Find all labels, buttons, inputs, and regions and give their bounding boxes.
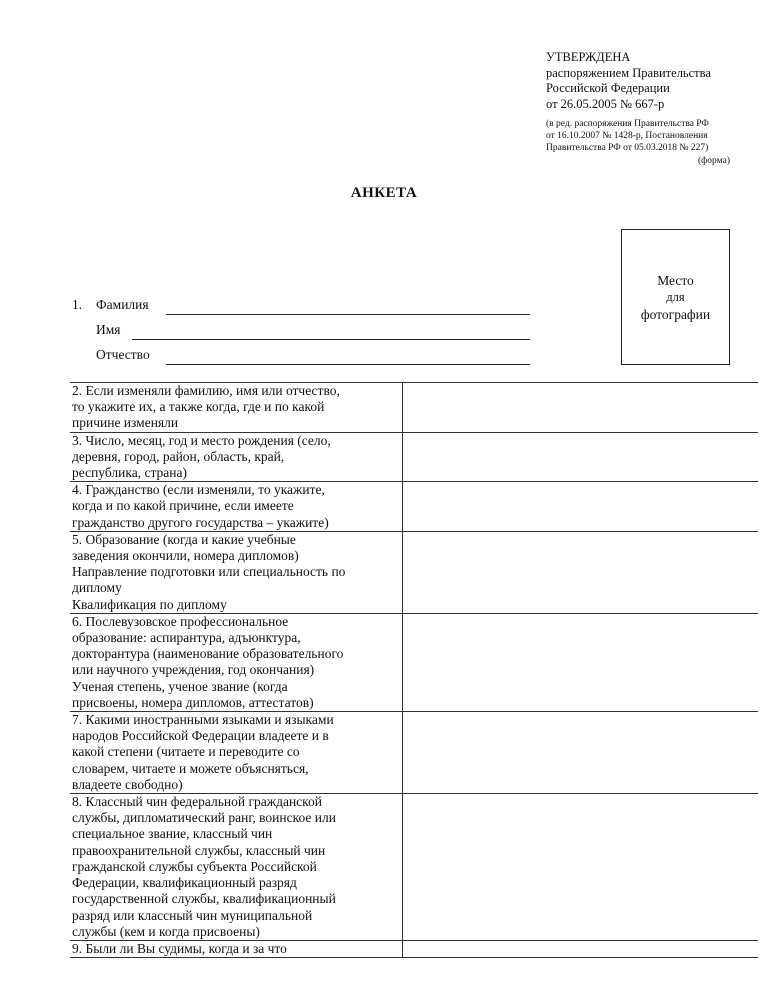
amendment-line: (в ред. распоряжения Правительства РФ xyxy=(546,119,709,129)
question-text: 3. Число, месяц, год и место рождения (село, xyxy=(72,432,331,448)
name-label: Имя xyxy=(96,322,121,337)
question-text: правоохранительной службы, классный чин xyxy=(72,842,326,858)
amendment-line: от 16.10.2007 № 1428-р, Постановления xyxy=(546,131,708,141)
surname-field[interactable] xyxy=(166,314,530,315)
approval-line: от 26.05.2005 № 667-р xyxy=(546,96,665,111)
question-text: специальное звание, классный чин xyxy=(72,826,273,842)
question-text: 5. Образование (когда и какие учебные xyxy=(72,531,296,547)
approval-block xyxy=(546,50,756,154)
question-text: Ученая степень, ученое звание (когда xyxy=(72,678,288,694)
question-cell xyxy=(70,940,403,957)
photo-box-line: Место xyxy=(657,272,694,288)
question-text: докторантура (наименование образовательного xyxy=(72,646,344,662)
answer-cell[interactable] xyxy=(403,383,759,433)
question-cell xyxy=(70,432,403,482)
answer-cell[interactable] xyxy=(403,613,759,711)
question-text: Квалификация по диплому xyxy=(72,596,227,612)
answer-cell[interactable] xyxy=(403,432,759,482)
item-number: 1. xyxy=(72,297,83,312)
table-row xyxy=(70,531,758,613)
question-text: гражданство другого государства – укажите) xyxy=(72,514,329,530)
question-text: то укажите их, а также когда, где и по какой xyxy=(72,399,325,415)
question-text: владеете свободно) xyxy=(72,776,183,792)
answer-cell[interactable] xyxy=(403,712,759,794)
question-text: причине изменяли xyxy=(72,415,179,431)
question-text: диплому xyxy=(72,580,122,596)
photo-box-line: фотографии xyxy=(640,306,711,322)
question-text: 7. Какими иностранными языками и языками xyxy=(72,712,334,728)
patronymic-field[interactable] xyxy=(166,364,530,365)
question-text: службы, дипломатический ранг, воинское или xyxy=(72,810,336,826)
answer-cell[interactable] xyxy=(403,794,759,941)
photo-box xyxy=(621,229,730,365)
question-text: Направление подготовки или специальность по xyxy=(72,564,346,580)
table-row xyxy=(70,482,758,532)
approval-line: распоряжением Правительства xyxy=(546,65,711,80)
question-text: народов Российской Федерации владеете и в xyxy=(72,728,329,744)
question-cell xyxy=(70,531,403,613)
question-text: или научного учреждения, год окончания) xyxy=(72,662,315,678)
amendment-line: Правительства РФ от 05.03.2018 № 227) xyxy=(546,143,709,153)
name-field[interactable] xyxy=(132,339,530,340)
approval-line: УТВЕРЖДЕНА xyxy=(546,50,631,64)
photo-box-line: для xyxy=(666,289,685,304)
page-title: АНКЕТА xyxy=(350,185,418,201)
question-cell xyxy=(70,712,403,794)
answer-cell[interactable] xyxy=(403,940,759,957)
question-text: словарем, читаете и можете объясняться, xyxy=(72,760,309,776)
question-text: присвоены, номера дипломов, аттестатов) xyxy=(72,694,314,710)
question-text: 9. Были ли Вы судимы, когда и за что xyxy=(72,940,287,956)
question-text: когда и по какой причине, если имеете xyxy=(72,498,294,514)
question-text: гражданской службы субъекта Российской xyxy=(72,858,317,874)
table-row xyxy=(70,383,758,433)
question-text: какой степени (читаете и переводите со xyxy=(72,744,300,760)
question-text: образование: аспирантура, адъюнктура, xyxy=(72,630,301,646)
question-text: деревня, город, район, область, край, xyxy=(72,448,285,464)
question-cell xyxy=(70,794,403,941)
question-cell xyxy=(70,613,403,711)
question-text: государственной службы, квалификационный xyxy=(72,891,336,907)
question-text: заведения окончили, номера дипломов) xyxy=(72,548,299,564)
question-text: 2. Если изменяли фамилию, имя или отчество, xyxy=(72,383,340,398)
patronymic-label: Отчество xyxy=(96,347,150,362)
answer-cell[interactable] xyxy=(403,482,759,532)
answer-cell[interactable] xyxy=(403,531,759,613)
question-text: 6. Послевузовское профессиональное xyxy=(72,613,289,629)
table-row xyxy=(70,940,758,957)
question-cell xyxy=(70,383,403,433)
surname-label: Фамилия xyxy=(96,297,149,312)
question-text: службы (кем и когда присвоены) xyxy=(72,923,260,939)
questionnaire-table xyxy=(70,382,758,958)
question-text: Федерации, квалификационный разряд xyxy=(72,875,297,891)
table-row xyxy=(70,613,758,711)
question-text: республика, страна) xyxy=(72,465,187,481)
question-text: 8. Классный чин федеральной гражданской xyxy=(72,794,323,810)
question-text: 4. Гражданство (если изменяли, то укажите, xyxy=(72,482,325,498)
approval-line: Российской Федерации xyxy=(546,81,670,95)
table-row xyxy=(70,712,758,794)
question-text: разряд или классный чин муниципальной xyxy=(72,907,313,923)
form-label: (форма) xyxy=(697,156,730,166)
table-row xyxy=(70,432,758,482)
question-cell xyxy=(70,482,403,532)
table-row xyxy=(70,794,758,941)
